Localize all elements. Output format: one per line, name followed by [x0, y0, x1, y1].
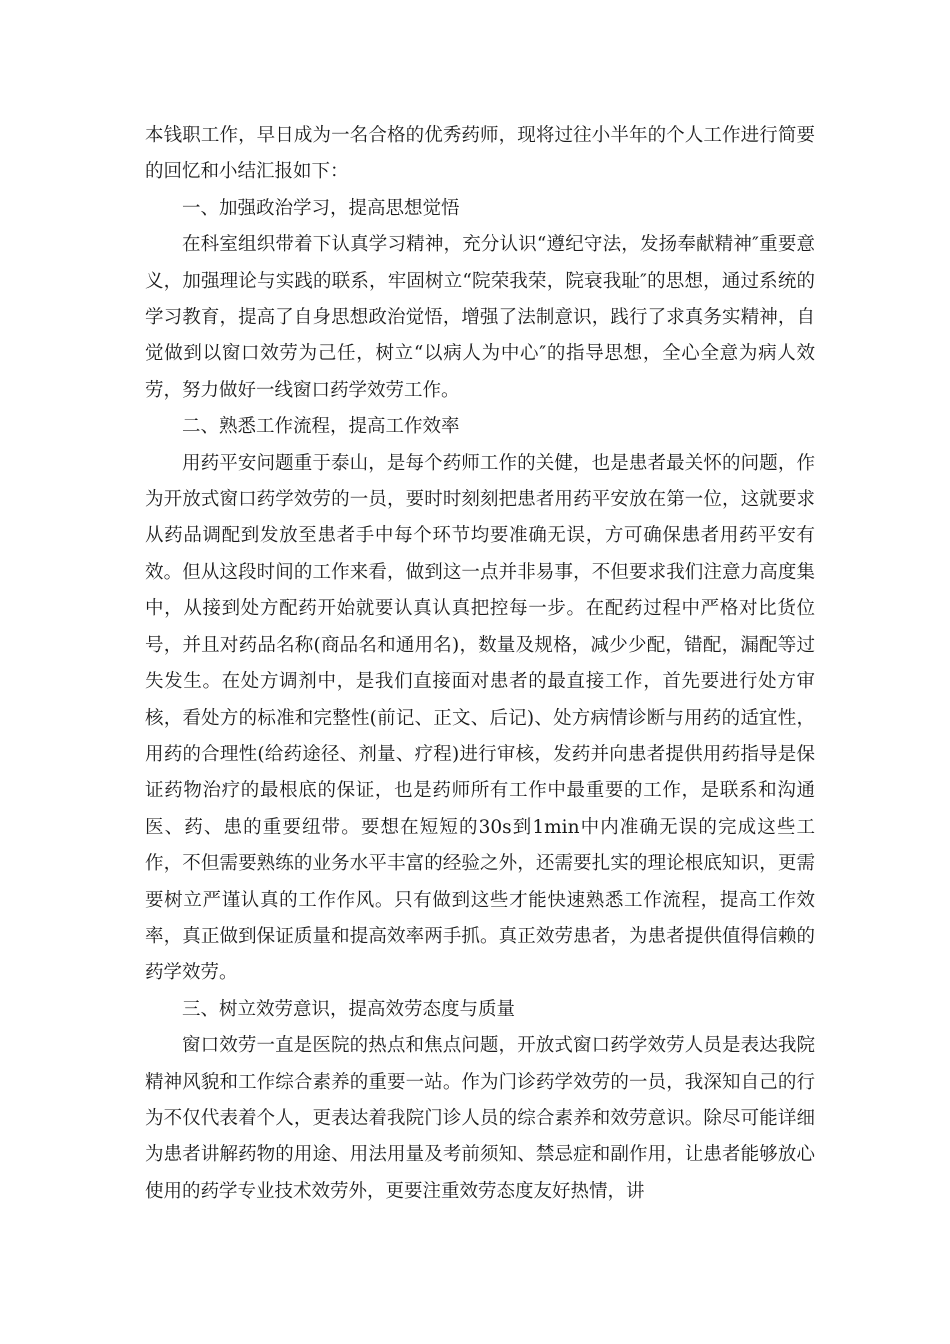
paragraph-section-2: 用药平安问题重于泰山，是每个药师工作的关健，也是患者最关怀的问题，作为开放式窗口药学效劳的一员，要时时刻刻把患者用药平安放在第一位，这就要求从药品调配到发放至患者手中每个环节均要准确无误，方可确保患者用药平安有效。但从这段时间的工作来看，做到这一点并非易事，不但要求我们注意力高度集中，从接到处方配药开始就要认真认真把控每一步。在配药过程中严格对比货位号，并且对药品名称(商品名和通用名)，数量及规格，减少少配，错配，漏配等过失发生。在处方调剂中，是我们直接面对患者的最直接工作，首先要进行处方审核，看处方的标准和完整性(前记、正文、后记)、处方病情诊断与用药的适宜性，用药的合理性(给药途径、剂量、疗程)进行审核，发药并向患者提供用药指导是保证药物治疗的最根底的保证，也是药师所有工作中最重要的工作，是联系和沟通医、药、患的重要纽带。要想在短短的30s到1min中内准确无误的完成这些工作，不但需要熟练的业务水平丰富的经验之外，还需要扎实的理论根底知识，更需要树立严谨认真的工作作风。只有做到这些才能快速熟悉工作流程，提高工作效率，真正做到保证质量和提高效率两手抓。真正效劳患者，为患者提供值得信赖的药学效劳。 [145, 452, 815, 984]
paragraph-intro: 本钱职工作，早日成为一名合格的优秀药师，现将过往小半年的个人工作进行简要的回忆和小结汇报如下： [145, 125, 815, 183]
paragraph-section-3: 窗口效劳一直是医院的热点和焦点问题，开放式窗口药学效劳人员是表达我院精神风貌和工作综合素养的重要一站。作为门诊药学效劳的一员，我深知自己的行为不仅代表着个人，更表达着我院门诊人员的综合素养和效劳意识。除尽可能详细为患者讲解药物的用途、用法用量及考前须知、禁忌症和副作用，让患者能够放心使用的药学专业技术效劳外，更要注重效劳态度友好热情，讲 [145, 1035, 815, 1202]
section-heading-2: 二、熟悉工作流程，提高工作效率 [182, 416, 460, 438]
document-body [145, 118, 815, 1210]
section-heading-3: 三、树立效劳意识，提高效劳态度与质量 [182, 998, 516, 1020]
paragraph-section-1: 在科室组织带着下认真学习精神，充分认识“遵纪守法，发扬奉献精神″重要意义，加强理论与实践的联系，牢固树立“院荣我荣，院衰我耻″的思想，通过系统的学习教育，提高了自身思想政治觉悟，增强了法制意识，践行了求真务实精神，自觉做到以窗口效劳为己任，树立“以病人为中心″的指导思想，全心全意为病人效劳，努力做好一线窗口药学效劳工作。 [145, 234, 815, 401]
section-heading-1: 一、加强政治学习，提高思想觉悟 [182, 197, 460, 219]
